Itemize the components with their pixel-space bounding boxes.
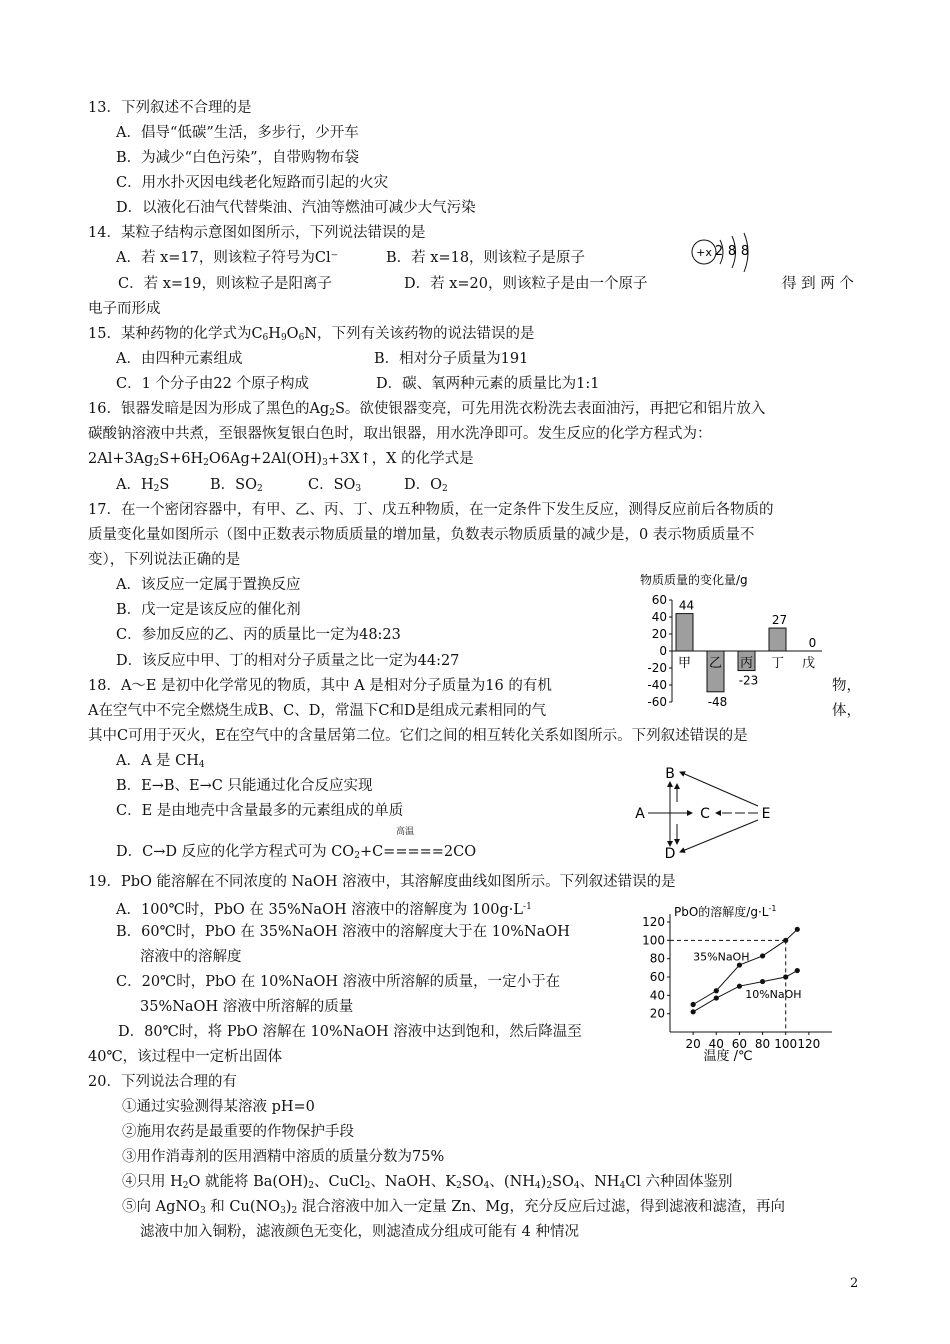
- mass-change-bar-chart: [630, 568, 830, 716]
- q14-option-d: D．若 x=20，则该粒子是由一个原子: [404, 276, 648, 292]
- q17-option-d: D．该反应中甲、丁的相对分子质量之比一定为44:27: [116, 653, 460, 669]
- q19-stem: 19．PbO 能溶解在不同浓度的 NaOH 溶液中，其溶解度曲线如图所示。下列叙述错误的是: [88, 874, 676, 890]
- q20-item-2: ②施用农药是最重要的作物保护手段: [122, 1124, 354, 1140]
- q18-stem-line3: 其中C可用于灭火，E在空气中的含量居第二位。它们之间的相互转化关系如图所示。下列叙述错误的是: [88, 728, 748, 744]
- line-y-tick-label: 20: [649, 1006, 665, 1021]
- line-y-tick-label: 80: [649, 951, 665, 966]
- series-point: [691, 1009, 696, 1014]
- q15-stem: 15．某种药物的化学式为$C_6H_9O_6N$，下列有关该药物的说法错误的是: [88, 326, 535, 343]
- node-c: C: [700, 806, 710, 822]
- bar-data-label: -48: [707, 694, 728, 709]
- substance-relation-diagram: [628, 762, 778, 862]
- q17-option-b: B．戊一定是该反应的催化剂: [116, 602, 301, 618]
- bar-丁: [769, 628, 786, 651]
- pbo-solubility-line-chart: [636, 898, 846, 1062]
- q17-option-c: C．参加反应的乙、丙的质量比一定为48:23: [116, 627, 401, 643]
- q17-stem-line2: 质量变化量如图所示（图中正数表示物质质量的增加量，负数表示物质质量的减少是，0 表示物质质量不: [88, 527, 755, 543]
- line-x-tick-label: 80: [754, 1037, 771, 1051]
- node-e: E: [761, 806, 771, 822]
- bar-data-label: 44: [678, 598, 695, 613]
- series-point: [714, 988, 719, 993]
- q20-item-1: ①通过实验测得某溶液 pH=0: [122, 1099, 315, 1115]
- bar-category-label: 戊: [801, 656, 816, 671]
- q15-option-a: A．由四种元素组成: [116, 351, 243, 367]
- q17-stem-line3: 变），下列说法正确的是: [88, 552, 241, 568]
- q18-option-a: A．A 是 $CH_4$: [116, 753, 205, 770]
- bar-y-tick-label: 0: [659, 644, 667, 658]
- series-point: [795, 927, 800, 932]
- q13-option-a: A．倡导“低碳”生活，多步行，少开车: [116, 125, 359, 141]
- q20-item-3: ③用作消毒剂的医用酒精中溶质的质量分数为75%: [122, 1149, 445, 1165]
- q18-stem-line2: A在空气中不完全燃烧生成B、C、D，常温下C和D是组成元素相同的气: [88, 703, 547, 719]
- q17-stem-line1: 17．在一个密闭容器中，有甲、乙、丙、丁、戊五种物质，在一定条件下发生反应，测得反应前后各物质的: [88, 502, 774, 518]
- line-x-tick-label: 60: [731, 1037, 748, 1051]
- q16-equation: $2Al+3Ag_2S+6H_2O6Ag+2Al(OH)_3+3X↑$，X 的化学式是: [88, 451, 474, 468]
- q14-option-a: A．若 x=17，则该粒子符号为Cl⁻: [116, 250, 339, 266]
- q16-option-b: B．$SO_2$: [210, 477, 263, 494]
- shell-electrons-1: 2: [714, 244, 724, 259]
- bar-category-label: 丁: [770, 656, 785, 671]
- q20-item-5: ⑤向 AgNO$_3$ 和 $Cu(NO_3)_2$ 混合溶液中加入一定量 Zn、Mg，充分反应后过滤，得到滤液和滤渣，再向: [122, 1199, 785, 1216]
- q16-option-d: D．$O_2$: [404, 477, 448, 494]
- q19-option-c-cont: 35%NaOH 溶液中所溶解的质量: [140, 999, 354, 1015]
- q20-item-5-cont: 滤液中加入铜粉，滤液颜色无变化，则滤渣成分组成可能有 4 种情况: [140, 1224, 579, 1240]
- bar-data-label: 27: [771, 613, 788, 628]
- series-label: 35%NaOH: [693, 950, 750, 964]
- shell-electrons-3: 8: [740, 244, 750, 259]
- line-chart-y-label: PbO的溶解度$/g\cdot L^{-1}$: [674, 904, 777, 919]
- series-point: [691, 1002, 696, 1007]
- line-y-tick-label: 40: [649, 988, 665, 1003]
- node-b: B: [665, 766, 675, 782]
- line-y-tick-label: 60: [649, 970, 665, 984]
- line-x-tick-label: 120: [797, 1037, 821, 1051]
- page-number: 2: [850, 1276, 859, 1291]
- q20-stem: 20．下列说法合理的有: [88, 1074, 237, 1090]
- bar-y-tick-label: -40: [647, 678, 667, 692]
- shell-electrons-2: 8: [727, 244, 737, 259]
- q15-option-d: D．碳、氧两种元素的质量比为1:1: [376, 376, 600, 392]
- bar-chart-title: 物质质量的变化量/g: [640, 573, 748, 587]
- q13-option-c: C．用水扑灭因电线老化短路而引起的火灾: [116, 175, 389, 191]
- q19-option-a: A．100℃时，PbO 在 35%NaOH 溶液中的溶解度为 $100g\cdot L^{-1}$: [116, 902, 532, 918]
- bar-chart-y-ticks: [647, 593, 672, 709]
- q18-reaction-condition: 高温: [396, 827, 415, 837]
- q16-option-a: A．$H_2S$: [116, 477, 170, 494]
- q14-option-d-cont: 得 到 两 个: [782, 276, 854, 292]
- line-x-tick-label: 40: [708, 1037, 724, 1051]
- bar-data-label: 0: [808, 636, 817, 650]
- line-x-tick-label: 20: [685, 1037, 701, 1051]
- node-d: D: [664, 846, 676, 862]
- series-point: [783, 974, 788, 979]
- bar-y-tick-label: -60: [647, 695, 667, 709]
- bar-y-tick-label: 60: [651, 593, 667, 607]
- bar-category-label: 乙: [708, 656, 723, 671]
- line-chart-x-label: 温度 /℃: [703, 1049, 753, 1062]
- bar-category-label: 甲: [677, 656, 692, 671]
- particle-structure-diagram: [690, 232, 770, 278]
- q16-option-c: C．$SO_3$: [308, 477, 362, 494]
- q14-option-d-end: 电子而形成: [88, 301, 161, 317]
- q14-option-c: C．若 x=19，则该粒子是阳离子: [118, 276, 332, 292]
- q18-option-c: C．E 是由地壳中含量最多的元素组成的单质: [116, 803, 404, 819]
- bar-甲: [676, 614, 693, 651]
- q18-stem-line1-tail: 物，: [832, 678, 861, 694]
- bar-chart-bars: [676, 599, 817, 709]
- q16-stem-line1: 16．银器发暗是因为形成了黑色的$Ag_2S$。欲使银器变亮，可先用洗衣粉洗去表面油污，再把它和铝片放入: [88, 401, 766, 418]
- q13-option-d: D．以液化石油气代替柴油、汽油等燃油可减少大气污染: [116, 200, 476, 216]
- q18-option-d: D．C→D 反应的化学方程式可为 $CO_2+C=====2CO$: [116, 844, 477, 861]
- bar-y-tick-label: 40: [651, 610, 667, 624]
- q15-option-c: C．1 个分子由22 个原子构成: [116, 376, 309, 392]
- nucleus-charge: +x: [696, 246, 712, 259]
- arrow-e-to-b: [680, 772, 758, 806]
- q19-option-b: B．60℃时，PbO 在 35%NaOH 溶液中的溶解度大于在 10%NaOH: [116, 924, 570, 940]
- line-x-tick-label: 100: [774, 1037, 798, 1051]
- q13-option-b: B．为减少“白色污染”，自带购物布袋: [116, 150, 359, 166]
- series-label: 10%NaOH: [745, 988, 802, 1002]
- bar-data-label: -23: [738, 673, 759, 688]
- node-a: A: [635, 806, 645, 822]
- series-point: [760, 953, 765, 958]
- line-y-tick-label: 100: [642, 933, 665, 948]
- q19-option-b-cont: 溶液中的溶解度: [140, 949, 242, 965]
- series-point: [760, 979, 765, 984]
- q14-stem: 14．某粒子结构示意图如图所示，下列说法错误的是: [88, 225, 426, 241]
- line-y-tick-label: 120: [642, 915, 665, 929]
- q17-option-a: A．该反应一定属于置换反应: [116, 577, 301, 593]
- q19-option-c: C．20℃时，PbO 在 10%NaOH 溶液中所溶解的质量，一定小于在: [116, 974, 561, 990]
- series-point: [795, 968, 800, 973]
- q19-option-d-cont: 40℃，该过程中一定析出固体: [88, 1049, 283, 1065]
- line-chart-ticks: [642, 915, 820, 1051]
- bar-category-label: 丙: [739, 656, 754, 671]
- bar-y-tick-label: 20: [651, 627, 667, 641]
- arrow-e-to-d: [680, 820, 758, 852]
- q13-stem: 13．下列叙述不合理的是: [88, 100, 252, 116]
- q20-item-4: ④只用 $H_2O$ 就能将 $Ba(OH)_2$、CuCl$_2$、NaOH、$K_2SO_4$、$(NH_4)_2SO_4$、$NH_4Cl$ 六种固体鉴别: [122, 1174, 733, 1191]
- q15-option-b: B．相对分子质量为191: [374, 351, 529, 367]
- q18-option-b: B．E→B、E→C 只能通过化合反应实现: [116, 778, 373, 794]
- q16-stem-line2: 碳酸钠溶液中共煮，至银器恢复银白色时，取出银器，用水洗净即可。发生反应的化学方程式为：: [88, 426, 712, 442]
- series-point: [714, 995, 719, 1000]
- q14-option-b: B．若 x=18，则该粒子是原子: [386, 250, 586, 266]
- series-point: [783, 938, 788, 943]
- series-point: [737, 984, 742, 989]
- bar-y-tick-label: -20: [647, 661, 667, 675]
- q19-option-d: D．80℃时，将 PbO 溶解在 10%NaOH 溶液中达到饱和，然后降温至: [118, 1024, 582, 1040]
- q18-stem-line1: 18．A～E 是初中化学常见的物质，其中 A 是相对分子质量为16 的有机: [88, 678, 552, 694]
- q18-stem-line2-tail: 体，: [832, 703, 861, 719]
